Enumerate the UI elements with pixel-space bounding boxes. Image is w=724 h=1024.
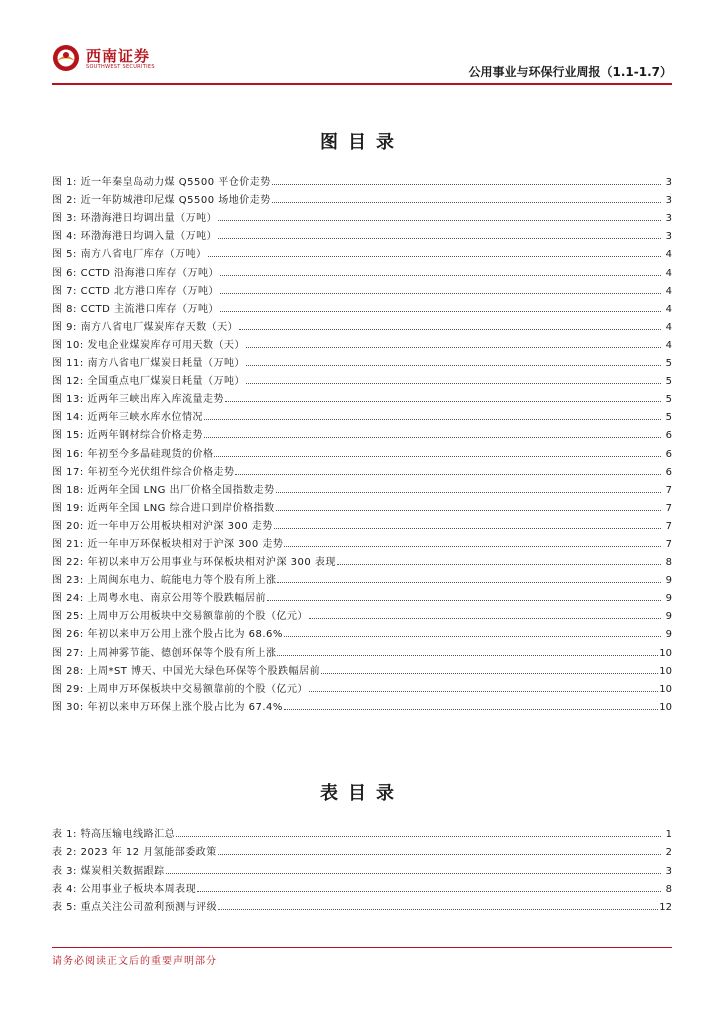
toc-entry-label: 图 18: 近两年全国 LNG 出厂价格全国指数走势 <box>52 484 275 496</box>
toc-entry-label: 表 4: 公用事业子板块本周表现 <box>52 883 197 895</box>
toc-page-number: 4 <box>665 303 672 315</box>
toc-dot-leader <box>284 708 658 710</box>
toc-entry-label: 图 5: 南方八省电厂库存（万吨） <box>52 249 207 261</box>
figure-toc-entry[interactable] <box>52 387 672 405</box>
figure-toc-entry[interactable] <box>52 532 672 550</box>
toc-page-number: 4 <box>665 285 672 297</box>
toc-dot-leader <box>220 310 661 312</box>
toc-dot-leader <box>276 509 661 511</box>
toc-page-number: 9 <box>665 593 672 605</box>
toc-page-number: 10 <box>659 647 672 659</box>
toc-entry-label: 表 5: 重点关注公司盈利预测与评级 <box>52 901 218 913</box>
toc-entry-label: 图 27: 上周神雾节能、德创环保等个股有所上涨 <box>52 647 277 659</box>
toc-page-number: 7 <box>665 538 672 550</box>
toc-dot-leader <box>272 183 661 185</box>
toc-dot-leader <box>276 491 661 493</box>
toc-dot-leader <box>277 581 661 583</box>
toc-entry-label: 图 12: 全国重点电厂煤炭日耗量（万吨） <box>52 376 245 388</box>
toc-page-number: 2 <box>665 847 672 859</box>
toc-dot-leader <box>274 527 661 529</box>
toc-dot-leader <box>277 654 658 656</box>
toc-entry-label: 图 4: 环渤海港日均调入量（万吨） <box>52 231 218 243</box>
figure-toc-entry[interactable] <box>52 333 672 351</box>
toc-entry-label: 图 13: 近两年三峡出库入库流量走势 <box>52 394 224 406</box>
toc-entry-label: 图 8: CCTD 主流港口库存（万吨） <box>52 303 220 315</box>
toc-entry-label: 图 3: 环渤海港日均调出量（万吨） <box>52 213 218 225</box>
figure-toc-entry[interactable] <box>52 405 672 423</box>
toc-dot-leader <box>218 237 661 239</box>
toc-dot-leader <box>166 872 661 874</box>
toc-page-number: 3 <box>665 865 672 877</box>
toc-entry-label: 图 20: 近一年申万公用板块相对沪深 300 走势 <box>52 520 273 532</box>
toc-page-number: 9 <box>665 575 672 587</box>
toc-dot-leader <box>321 672 658 674</box>
toc-entry-label: 图 6: CCTD 沿海港口库存（万吨） <box>52 267 220 279</box>
toc-page-number: 4 <box>665 267 672 279</box>
table-toc-entry[interactable] <box>52 840 672 858</box>
toc-page-number: 1 <box>665 829 672 841</box>
toc-page-number: 7 <box>665 520 672 532</box>
toc-dot-leader <box>197 890 661 892</box>
logo-subtext: SOUTHWEST SECURITIES <box>86 64 155 70</box>
figure-toc-entry[interactable] <box>52 260 672 278</box>
toc-dot-leader <box>204 418 661 420</box>
toc-entry-label: 图 14: 近两年三峡水库水位情况 <box>52 412 203 424</box>
figure-toc-entry[interactable] <box>52 659 672 677</box>
toc-dot-leader <box>218 908 658 910</box>
toc-entry-label: 表 3: 煤炭相关数据跟踪 <box>52 865 165 877</box>
toc-dot-leader <box>284 545 661 547</box>
toc-entry-label: 图 19: 近两年全国 LNG 综合进口到岸价格指数 <box>52 502 275 514</box>
toc-page-number: 10 <box>659 665 672 677</box>
toc-page-number: 4 <box>665 249 672 261</box>
toc-page-number: 3 <box>665 195 672 207</box>
toc-page-number: 5 <box>665 376 672 388</box>
toc-page-number: 10 <box>659 683 672 695</box>
toc-page-number: 3 <box>665 231 672 243</box>
toc-page-number: 12 <box>659 901 672 913</box>
toc-page-number: 3 <box>665 213 672 225</box>
toc-entry-label: 图 2: 近一年防城港印尼煤 Q5500 场地价走势 <box>52 195 271 207</box>
toc-entry-label: 图 24: 上周粤水电、南京公用等个股跌幅居前 <box>52 593 266 605</box>
toc-dot-leader <box>218 219 661 221</box>
toc-dot-leader <box>235 473 661 475</box>
toc-dot-leader <box>309 617 661 619</box>
figure-toc-entry[interactable] <box>52 279 672 297</box>
figure-toc-entry[interactable] <box>52 640 672 658</box>
toc-dot-leader <box>204 436 661 438</box>
toc-entry-label: 图 23: 上周闽东电力、皖能电力等个股有所上涨 <box>52 575 277 587</box>
toc-dot-leader <box>225 400 661 402</box>
figure-toc-entry[interactable] <box>52 568 672 586</box>
toc-entry-label: 图 7: CCTD 北方港口库存（万吨） <box>52 285 220 297</box>
toc-entry-label: 图 15: 近两年钢材综合价格走势 <box>52 430 203 442</box>
toc-page-number: 4 <box>665 321 672 333</box>
figure-toc-entry[interactable] <box>52 315 672 333</box>
figure-toc-entry[interactable] <box>52 188 672 206</box>
toc-entry-label: 图 17: 年初至今光伏组件综合价格走势 <box>52 466 235 478</box>
toc-entry-label: 表 1: 特高压输电线路汇总 <box>52 829 176 841</box>
toc-entry-label: 图 29: 上周申万环保板块中交易额靠前的个股（亿元） <box>52 683 308 695</box>
toc-dot-leader <box>176 835 661 837</box>
toc-page-number: 5 <box>665 394 672 406</box>
toc-page-number: 7 <box>665 502 672 514</box>
figure-toc-entry[interactable] <box>52 514 672 532</box>
header-divider <box>52 83 672 85</box>
toc-dot-leader <box>218 853 661 855</box>
toc-entry-label: 图 22: 年初以来申万公用事业与环保板块相对沪深 300 表现 <box>52 557 336 569</box>
table-toc-entry[interactable] <box>52 877 672 895</box>
toc-dot-leader <box>272 201 661 203</box>
toc-entry-label: 图 25: 上周申万公用板块中交易额靠前的个股（亿元） <box>52 611 308 623</box>
logo-emblem-icon <box>52 44 80 72</box>
figure-toc-entry[interactable] <box>52 242 672 260</box>
figure-toc-entry[interactable] <box>52 586 672 604</box>
toc-entry-label: 图 16: 年初至今多晶硅现货的价格 <box>52 448 214 460</box>
tables-toc-title: 表目录 <box>320 783 404 804</box>
toc-page-number: 9 <box>665 611 672 623</box>
toc-page-number: 10 <box>659 701 672 713</box>
toc-dot-leader <box>214 455 661 457</box>
logo-text: 西南证券 <box>86 47 151 65</box>
toc-entry-label: 图 26: 年初以来申万公用上涨个股占比为 68.6% <box>52 629 283 641</box>
toc-entry-label: 图 10: 发电企业煤炭库存可用天数（天） <box>52 339 245 351</box>
toc-dot-leader <box>267 599 661 601</box>
figure-toc-entry[interactable] <box>52 604 672 622</box>
toc-dot-leader <box>220 274 661 276</box>
toc-page-number: 4 <box>665 339 672 351</box>
report-title: 公用事业与环保行业周报（1.1-1.7） <box>468 65 672 79</box>
figures-toc-list <box>52 170 672 713</box>
figure-toc-entry[interactable] <box>52 695 672 713</box>
toc-entry-label: 图 28: 上周*ST 博天、中国光大绿色环保等个股跌幅居前 <box>52 665 321 677</box>
toc-page-number: 7 <box>665 484 672 496</box>
toc-page-number: 6 <box>665 448 672 460</box>
table-toc-entry[interactable] <box>52 895 672 913</box>
figure-toc-entry[interactable] <box>52 441 672 459</box>
toc-dot-leader <box>246 382 661 384</box>
toc-page-number: 8 <box>665 883 672 895</box>
figure-toc-entry[interactable] <box>52 478 672 496</box>
figure-toc-entry[interactable] <box>52 170 672 188</box>
toc-page-number: 6 <box>665 430 672 442</box>
toc-entry-label: 图 1: 近一年秦皇岛动力煤 Q5500 平仓价走势 <box>52 177 271 189</box>
figures-toc-title: 图目录 <box>320 132 404 153</box>
toc-dot-leader <box>309 690 658 692</box>
figure-toc-entry[interactable] <box>52 351 672 369</box>
toc-dot-leader <box>239 328 661 330</box>
toc-dot-leader <box>208 255 661 257</box>
toc-page-number: 5 <box>665 358 672 370</box>
figure-toc-entry[interactable] <box>52 369 672 387</box>
figure-toc-entry[interactable] <box>52 550 672 568</box>
toc-entry-label: 图 30: 年初以来申万环保上涨个股占比为 67.4% <box>52 701 283 713</box>
page-header <box>52 40 672 82</box>
toc-page-number: 5 <box>665 412 672 424</box>
toc-dot-leader <box>246 364 661 366</box>
figure-toc-entry[interactable] <box>52 297 672 315</box>
figure-toc-entry[interactable] <box>52 622 672 640</box>
toc-dot-leader <box>246 346 661 348</box>
table-toc-entry[interactable] <box>52 822 672 840</box>
figure-toc-entry[interactable] <box>52 460 672 478</box>
footer-disclaimer: 请务必阅读正文后的重要声明部分 <box>52 956 217 967</box>
toc-entry-label: 表 2: 2023 年 12 月氢能部委政策 <box>52 847 217 859</box>
figure-toc-entry[interactable] <box>52 224 672 242</box>
figure-toc-entry[interactable] <box>52 677 672 695</box>
tables-toc-list <box>52 822 672 913</box>
toc-dot-leader <box>337 563 661 565</box>
toc-dot-leader <box>284 635 661 637</box>
toc-page-number: 8 <box>665 557 672 569</box>
toc-entry-label: 图 11: 南方八省电厂煤炭日耗量（万吨） <box>52 358 245 370</box>
toc-page-number: 3 <box>665 177 672 189</box>
figure-toc-entry[interactable] <box>52 206 672 224</box>
toc-page-number: 6 <box>665 466 672 478</box>
figure-toc-entry[interactable] <box>52 423 672 441</box>
toc-dot-leader <box>220 292 661 294</box>
table-toc-entry[interactable] <box>52 858 672 876</box>
toc-entry-label: 图 9: 南方八省电厂煤炭库存天数（天） <box>52 321 239 333</box>
figure-toc-entry[interactable] <box>52 496 672 514</box>
footer-divider <box>52 947 672 948</box>
company-logo <box>52 40 162 74</box>
toc-entry-label: 图 21: 近一年申万环保板块相对于沪深 300 走势 <box>52 538 284 550</box>
toc-page-number: 9 <box>665 629 672 641</box>
